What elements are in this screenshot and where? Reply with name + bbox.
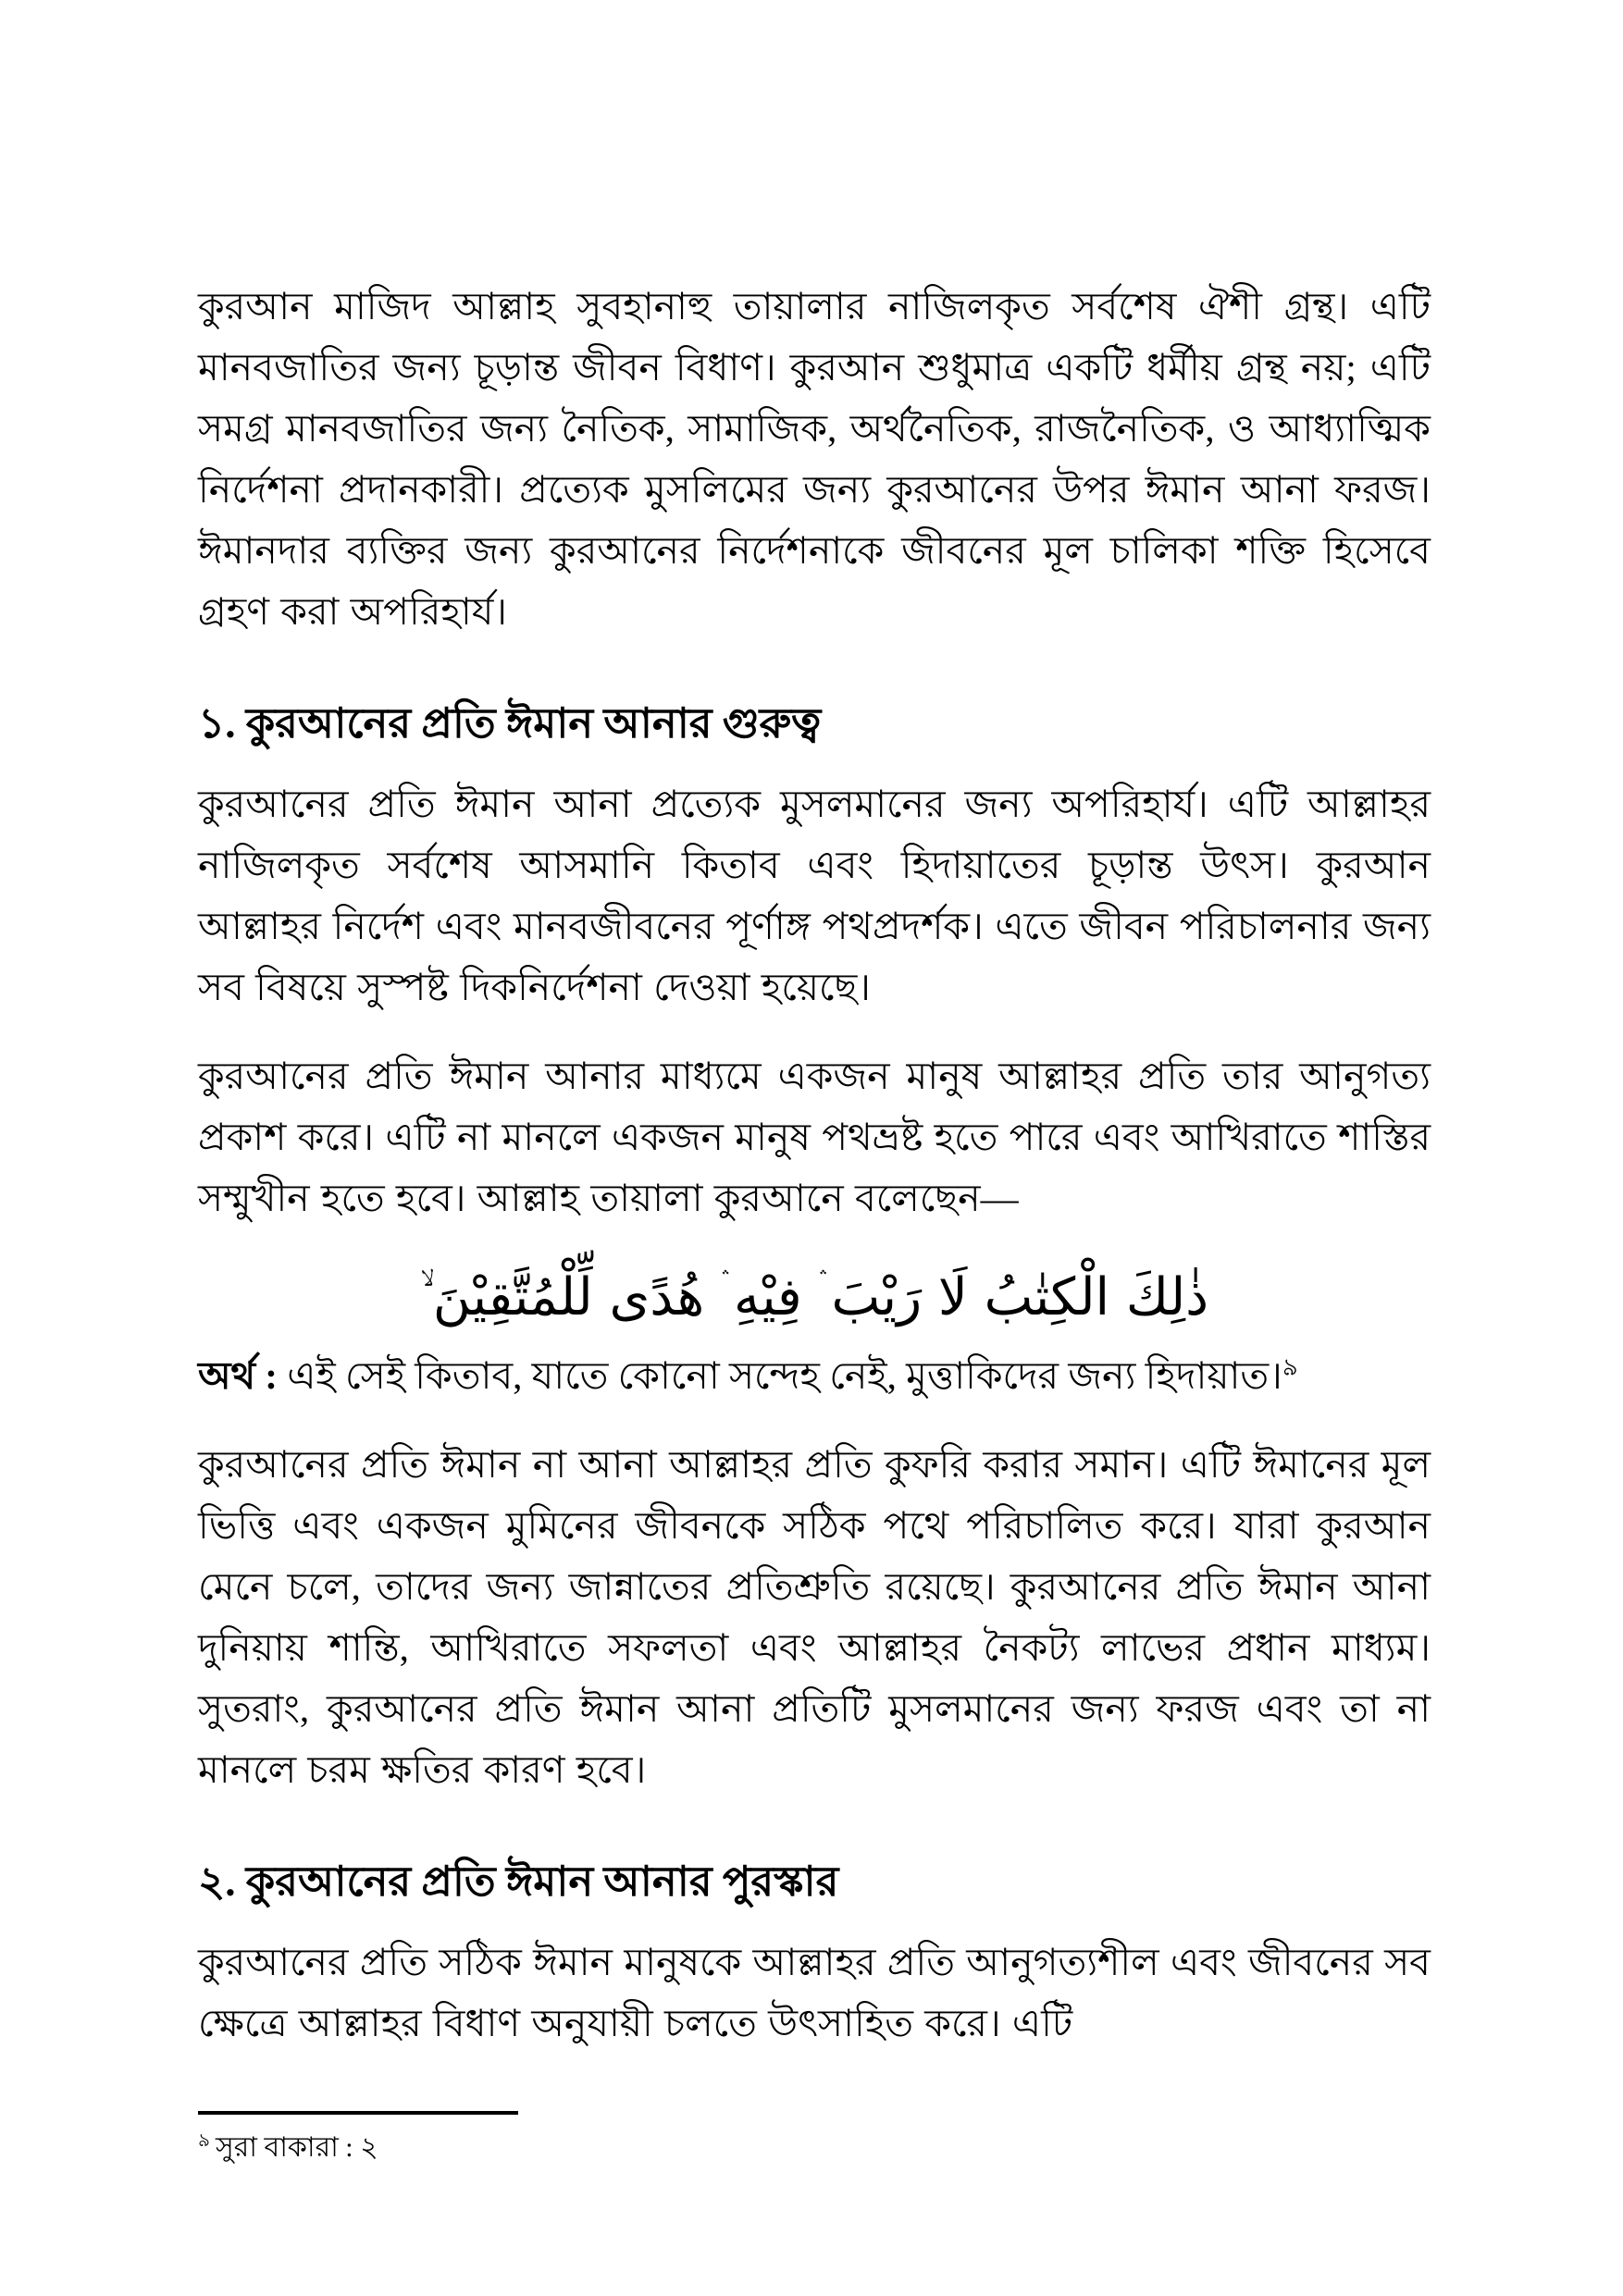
footnote-separator-line [198, 2111, 518, 2115]
section-1-paragraph-3: কুরআনের প্রতি ঈমান না আনা আল্লাহর প্রতি কুফরি করার সমান। এটি ঈমানের মূল ভিত্তি এবং একজন মুমিনের জীবনকে সঠিক পথে পরিচালিত করে। যারা কুরআন মেনে চলে, তাদের জন্য জান্নাতের প্রতিশ্রুতি রয়েছে। কুরআনের প্রতি ঈমান আনা দুনিয়ায় শান্তি, আখিরাতে সফলতা এবং আল্লাহর নৈকট্য লাভের প্রধান মাধ্যম। সুতরাং, কুরআনের প্রতি ঈমান আনা প্রতিটি মুসলমানের জন্য ফরজ এবং তা না মানলে চরম ক্ষতির কারণ হবে। [198, 1443, 1431, 1791]
section-1-heading: ১. কুরআনের প্রতি ঈমান আনার গুরুত্ব [198, 700, 822, 747]
translation-label: অর্থ : [198, 1354, 278, 1397]
footnote-source-text: সুরা বাকারা : ২ [215, 2132, 378, 2163]
page-body [198, 276, 1431, 2081]
section-1-paragraph-1: কুরআনের প্রতি ঈমান আনা প্রত্যেক মুসলমানের জন্য অপরিহার্য। এটি আল্লাহর নাজিলকৃত সর্বশেষ আসমানি কিতাব এবং হিদায়াতের চূড়ান্ত উৎস। কুরআন আল্লাহর নির্দেশ এবং মানবজীবনের পূর্ণাঙ্গ পথপ্রদর্শক। এতে জীবন পরিচালনার জন্য সব বিষয়ে সুস্পষ্ট দিকনির্দেশনা দেওয়া হয়েছে। [198, 783, 1431, 1008]
translation-text: এই সেই কিতাব, যাতে কোনো সন্দেহ নেই, মুত্তাকিদের জন্য হিদায়াত। [277, 1354, 1282, 1397]
footnote-entry [198, 2129, 1431, 2166]
footnote-area [198, 2111, 1431, 2166]
section-2-heading: ২. কুরআনের প্রতি ঈমান আনার পুরস্কার [198, 1858, 839, 1905]
intro-paragraph: কুরআন মাজিদ আল্লাহ সুবহানাহু তায়ালার নাজিলকৃত সর্বশেষ ঐশী গ্রন্থ। এটি মানবজাতির জন্য চূড়ান্ত জীবন বিধাণ। কুরআন শুধুমাত্র একটি ধর্মীয় গ্রন্থ নয়; এটি সমগ্র মানবজাতির জন্য নৈতিক, সামাজিক, অর্থনৈতিক, রাজনৈতিক, ও আধ্যাত্মিক নির্দেশনা প্রদানকারী। প্রত্যেক মুসলিমের জন্য কুরআনের উপর ঈমান আনা ফরজ। ঈমানদার ব্যক্তির জন্য কুরআনের নির্দেশনাকে জীবনের মূল চালিকা শক্তি হিসেবে গ্রহণ করা অপরিহার্য। [198, 285, 1431, 633]
section-1-paragraph-2: কুরআনের প্রতি ঈমান আনার মাধ্যমে একজন মানুষ আল্লাহর প্রতি তার আনুগত্য প্রকাশ করে। এটি না মানলে একজন মানুষ পথভ্রষ্ট হতে পারে এবং আখিরাতে শাস্তির সম্মুখীন হতে হবে। আল্লাহ তায়ালা কুরআনে বলেছেন— [198, 1055, 1431, 1219]
footnote-number: ৯ [198, 2130, 210, 2151]
arabic-quran-verse: ذٰلِكَ الْكِتٰبُ لَا رَيْبَ ۛ فِيْهِ ۛ هُدًى لِّلْمُتَّقِيْنَ ۙ [419, 1267, 1209, 1327]
verse-translation [198, 1345, 1431, 1406]
footnote-reference-mark: ৯ [1282, 1353, 1298, 1381]
section-2-paragraph-1: কুরআনের প্রতি সঠিক ঈমান মানুষকে আল্লাহর প্রতি আনুগত্যশীল এবং জীবনের সব ক্ষেত্রে আল্লাহর বিধাণ অনুযায়ী চলতে উৎসাহিত করে। এটি [198, 1941, 1431, 2044]
